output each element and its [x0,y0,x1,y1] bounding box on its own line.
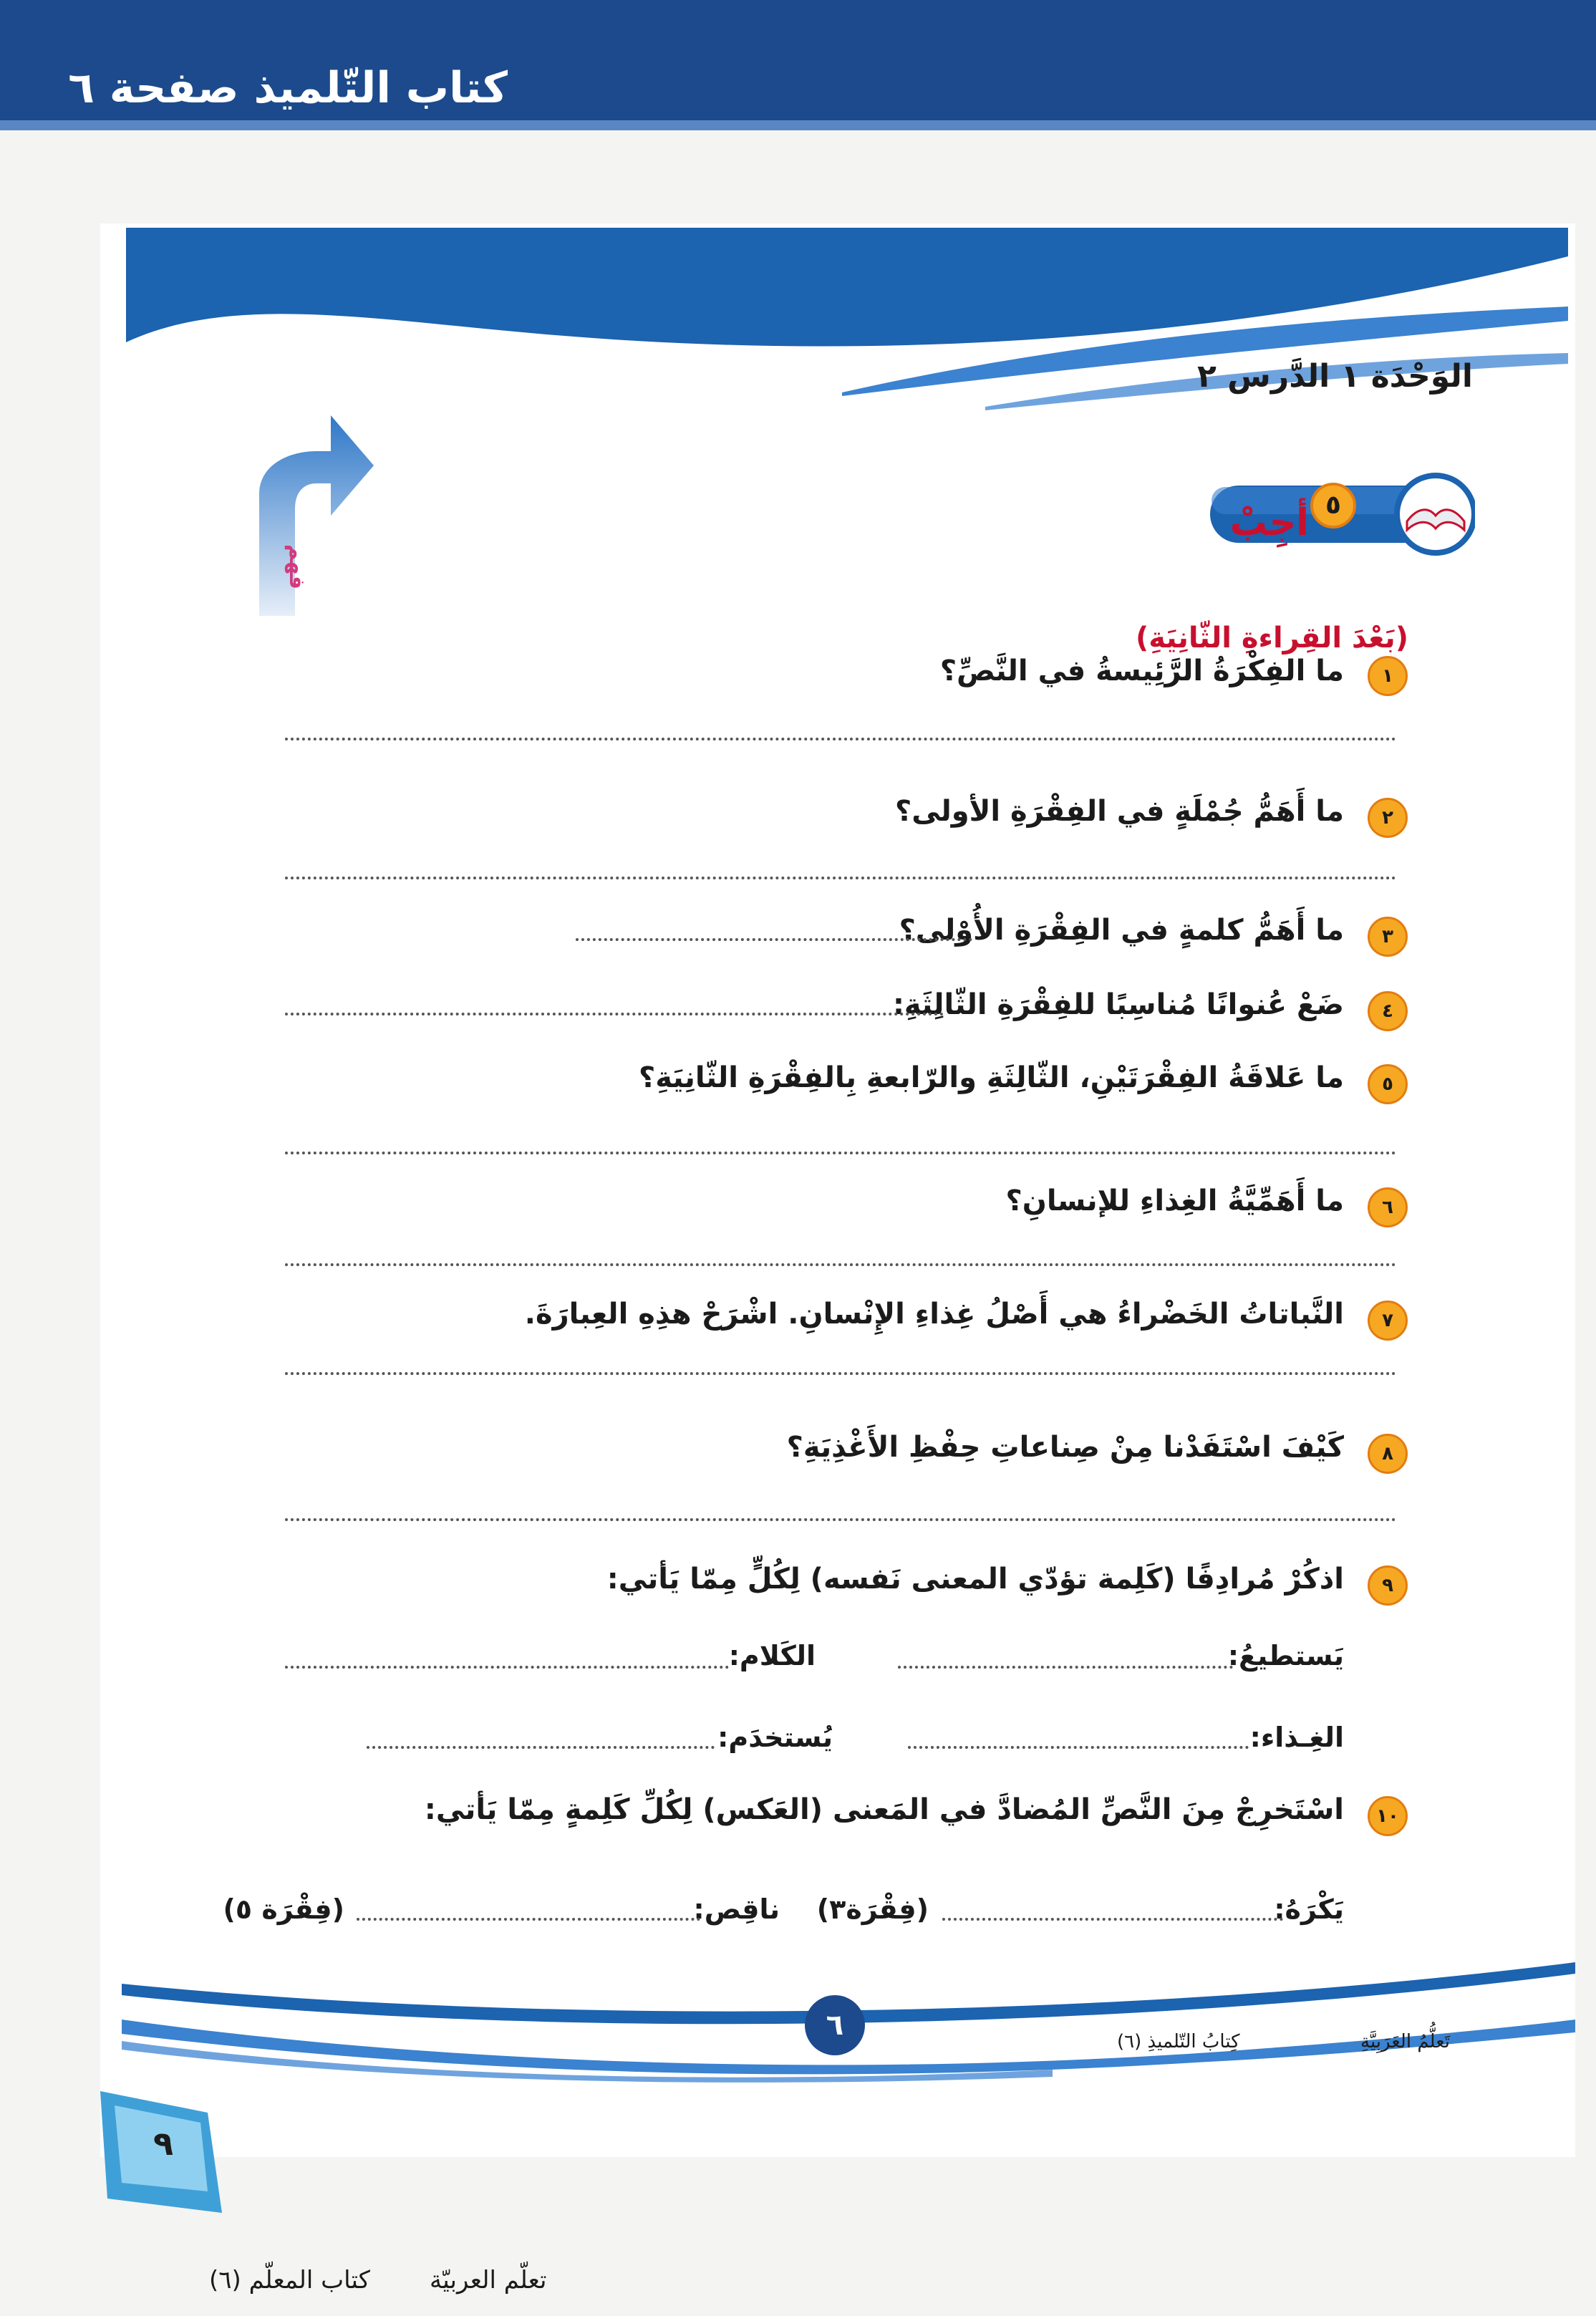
question-text-7: النَّباتاتُ الخَضْراءُ هي أَصْلُ غِذاءِ الإِنْسانِ. اشْرَحْ هذِهِ العِبارَةَ. [524,1298,1344,1331]
synonym-answer-3[interactable] [908,1746,1249,1749]
question-text-3: ما أَهَمُّ كلمةٍ في الفِقْرَةِ الأُوْلى؟ [899,914,1344,947]
question-text-4: ضَعْ عُنوانًا مُناسِبًا للفِقْرَةِ الثّالِثَةِ: [892,988,1344,1021]
question-text-8: كَيْفَ اسْتَفَدْنا مِنْ صِناعاتِ حِفْظِ الأَغْذِيَةِ؟ [786,1431,1344,1464]
question-text-5: ما عَلاقَةُ الفِقْرَتَيْنِ، الثّالِثَةِ والرّابعةِ بِالفِقْرَةِ الثّانِيَةِ؟ [639,1061,1344,1094]
inner-page-number: ٦ [805,1995,865,2055]
synonym-word-2: الكَلام: [728,1640,816,1671]
footer-book-title: كِتابُ التّلميذِ (٦) [1117,2031,1240,2052]
question-text-9: اذكُرْ مُرادِفًا (كَلِمة تؤدّي المعنى نَفسه) لِكُلٍّ مِمّا يَأتي: [606,1563,1344,1596]
answer-line-1[interactable] [285,738,1396,740]
synonym-word-3: الغِـذاء: [1249,1722,1344,1753]
question-number-1: ١ [1368,656,1408,696]
question-text-2: ما أَهَمُّ جُمْلَةٍ في الفِقْرَةِ الأولى؟ [895,795,1344,828]
synonym-word-1: يَستطيعُ: [1227,1640,1344,1671]
synonym-word-4: يُستخدَم: [717,1722,833,1753]
footer-series-title: تَعلُّمُ العَرَبِيَّةِ [1360,2031,1451,2052]
question-number-10: ١٠ [1368,1796,1408,1836]
synonym-answer-1[interactable] [898,1666,1233,1669]
question-number-9: ٩ [1368,1565,1408,1606]
antonym-answer-1[interactable] [942,1918,1283,1921]
answer-section-number: ٥ [1325,491,1341,520]
synonym-answer-2[interactable] [285,1666,729,1669]
question-number-3: ٣ [1368,917,1408,957]
outer-page-number: ٩ [153,2124,174,2163]
question-number-4: ٤ [1368,991,1408,1031]
page-header-title: كتاب التّلميذ صفحة ٦ [68,63,508,113]
answer-line-6[interactable] [285,1263,1396,1266]
outer-book-title: كتاب المعلّم (٦) [209,2266,370,2295]
antonym-word-1: يَكْرَهُ: [1274,1893,1344,1925]
antonym-answer-2[interactable] [357,1918,700,1921]
question-text-10: اسْتَخرِجْ مِنَ النَّصِّ المُضادَّ في المَعنى (العَكس) لِكُلِّ كَلِمةٍ مِمّا يَأتي: [424,1793,1344,1826]
question-number-2: ٢ [1368,798,1408,838]
question-number-6: ٦ [1368,1187,1408,1227]
answer-line-8[interactable] [285,1518,1396,1521]
antonym-reference-1: (فِقْرَة٣) [816,1893,929,1925]
question-number-5: ٥ [1368,1064,1408,1104]
antonym-word-2: ناقِص: [693,1893,780,1925]
section-subheading: (بَعْدَ القِراءةِ الثّانِيَةِ) [1136,622,1408,655]
side-tab-label: فهم [284,544,309,589]
question-number-8: ٨ [1368,1434,1408,1474]
answer-line-3[interactable] [576,938,972,941]
question-text-1: ما الفِكْرَةُ الرَّئِيسةُ في النَّصِّ؟ [939,655,1344,687]
antonym-reference-2: (فِقْرَة ٥) [223,1893,344,1925]
unit-lesson-title: الوَحْدَة ١ الدَّرس ٢ [1196,358,1473,395]
answer-line-7[interactable] [285,1372,1396,1375]
synonym-answer-4[interactable] [367,1746,715,1749]
question-number-7: ٧ [1368,1301,1408,1341]
answer-section-label: أجِبْ [1229,501,1309,544]
answer-line-5[interactable] [285,1152,1396,1154]
top-header-stripe [0,120,1596,130]
answer-line-2[interactable] [285,877,1396,879]
outer-series-title: تعلّم العربيّة [430,2266,547,2295]
answer-line-4[interactable] [285,1013,944,1015]
question-text-6: ما أَهَمِّيَّةُ الغِذاءِ للإنسانِ؟ [1005,1184,1344,1217]
